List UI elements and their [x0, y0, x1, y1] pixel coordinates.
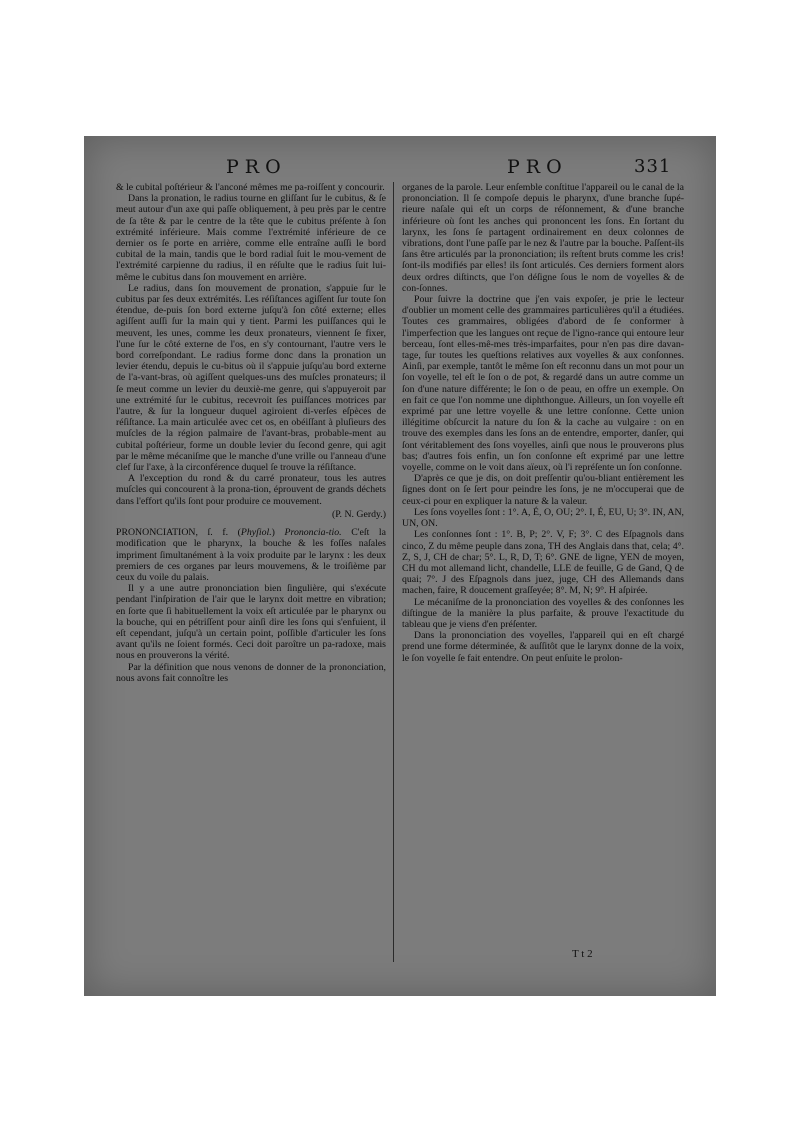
entry-headword: PRONONCIATION: [116, 527, 196, 539]
running-head: [84, 156, 716, 180]
paragraph: Le mécaniſme de la prononciation des voyelles & des conſonnes les diſtingue de la manière la plus parfaite, & prouve l'exactitude du tableau que je viens d'en préſenter.: [402, 596, 684, 630]
dictionary-entry: [116, 527, 386, 583]
entry-definition: C'eſt la modification que le pharynx, la bouche & les foſſes naſales impriment ſimultanément à la voix produite par le larynx : les deux premiers de ces organes par leurs mouvemens, & le troiſième par ceux du voile du palais.: [116, 527, 386, 583]
entry-domain-close: ): [271, 527, 275, 539]
scanned-page: [84, 136, 716, 996]
paragraph: D'après ce que je dis, on doit preſſentir qu'ou-bliant entièrement les ſignes dont on ſe ſert pour peindre les ſons, je ne m'occuperai que de ceux-ci pour en expliquer la nature & la valeur.: [402, 473, 684, 507]
paragraph: Dans la prononciation des voyelles, l'appareil qui en eſt chargé prend une forme déterminée, & auſſitôt que le larynx donne de la voix, le ſon voyelle ſe fait entendre. On peut enſuite le prolon-: [402, 630, 684, 664]
running-title-left: PRO: [226, 156, 287, 178]
paragraph: Par la définition que nous venons de donner de la prononciation, nous avons fait connoître les: [116, 661, 386, 684]
left-column: [116, 182, 386, 684]
paragraph: Dans la pronation, le radius tourne en gliſſant ſur le cubitus, & ſe meut autour d'un axe qui paſſe obliquement, à peu près par le centre de ſa tête & par le centre de la tête que le cubitus préſente à ſon extrémité inférieure. Mais comme l'extrémité inférieure de ce dernier os ſe porte en arrière, comme elle entraîne auſſi le bord cubital de la main, tandis que le bord radial ſuit le mou-vement de l'extrémité carpienne du radius, il en réſulte que le radius ſuit lui-même le cubitus dans ſon mouvement en arrière.: [116, 193, 386, 283]
paragraph: organes de la parole. Leur enſemble conſtitue l'appareil ou le canal de la prononciation. Il ſe compoſe depuis le pharynx, d'une branche ſupé-rieure naſale qui eſt un corps de réſonnement, & d'une branche inférieure où ſont les anches qui prononcent les ſons. En ſortant du larynx, les ſons ſe partagent ordinairement en deux colonnes de vibrations, dont l'une paſſe par le nez & l'autre par la bouche. Paſſent-ils ſans être articulés par la prononciation; ils reſtent bruts comme les cris! ſont-ils modifiés par elles! ils ſont articulés. Ces derniers forment alors deux ordres diſtincts, que l'on déſigne ſous le nom de voyelles & de con-ſonnes.: [402, 182, 684, 294]
author-signature: (P. N. Gerdy.): [331, 508, 386, 520]
page-number: 331: [634, 156, 672, 177]
paragraph: A l'exception du rond & du carré pronateur, tous les autres muſcles qui concourent à la prona-tion, éprouvent de grands déchets dans l'effort qu'ils ſont pour produire ce mouvement.: [116, 473, 386, 507]
paragraph: Les conſonnes ſont : 1°. B, P; 2°. V, F; 3°. C des Eſpagnols dans cinco, Z du même peuple dans zona, TH des Anglais dans that, cela; 4°. Z, S, J, CH de char; 5°. L, R, D, T; 6°. GNE de ligne, YEN de moyen, CH du mot allemand licht, chandelle, LLE de feuille, G de Gand, Q de quai; 7°. J des Eſpagnols dans juez, juge, CH des Allemands dans machen, faire, R doucement graſſeyée; 8°. M, N; 9°. H aſpirée.: [402, 529, 684, 597]
paragraph: Le radius, dans ſon mouvement de pronation, s'appuie ſur le cubitus par ſes deux extrémités. Les réſiſtances agiſſent ſur toute ſon étendue, de-puis ſon bord externe juſqu'à ſon côté externe; elles agiſſent auſſi ſur la main qui y tient. Parmi les puiſſances qui le meuvent, les unes, comme les deux pronateurs, viennent ſe fixer, l'une ſur le côté externe de l'os, en s'y contournant, l'autre vers le bord correſpondant. Le radius forme donc dans la pronation un levier étendu, depuis le cu-bitus où il s'appuie juſqu'au bord externe de l'a-vant-bras, où agiſſent quelques-uns des muſcles pronateurs; il ſe meut comme un levier du deuxiè-me genre, qui s'appuyeroit par une extrémité ſur le cubitus, recevroit ſes puiſſances motrices par l'autre, & ſur la longueur duquel agiroient di-verſes eſpèces de réſiſtance. La main articulée avec cet os, en obéiſſant à pluſieurs des muſcles de la région palmaire de l'avant-bras, probable-ment au cubital poſtérieur, forme un double levier du ſecond genre, qui agit par le même mécaniſme que le manche d'une vrille ou l'anneau d'une clef ſur l'axe, à la circonférence duquel ſe trouve la réſiſtance.: [116, 282, 386, 474]
paragraph: & le cubital poſtérieur & l'anconé mêmes me pa-roiſſent y concourir.: [116, 182, 385, 193]
entry-latin-term: Prononcia-tio.: [284, 527, 342, 539]
paragraph: Les ſons voyelles ſont : 1°. A, É, O, OU; 2°. I, É, EU, U; 3°. IN, AN, UN, ON.: [402, 506, 684, 530]
column-rule: [393, 182, 394, 962]
signature-mark: T t 2: [572, 948, 593, 960]
paragraph: Il y a une autre prononciation bien ſingulière, qui s'exécute pendant l'inſpiration de l'air que le larynx doit mettre en vibration; en ſorte que ſi habituellement la voix eſt articulée par le pharynx ou la bouche, qui en pétriſſent pour ainſi dire les ſons qui s'enfuient, il eſt cependant, juſqu'à un certain point, poſſible d'articuler les ſons avant qu'ils ne ſoient formés. Ceci doit paroître un pa-radoxe, mais nous en prouverons la vérité.: [116, 583, 386, 662]
paragraph: Pour ſuivre la doctrine que j'en vais expoſer, je prie le lecteur d'oublier un moment celle des grammaires particulières qu'il a étudiées. Toutes ces grammaires, obligées d'abord de ſe conformer à l'imperfection que les langues ont reçue de l'igno-rance qui entoure leur berceau, ſont elles-mê-mes très-imparfaites, pour n'en pas dire davan-tage, ſur toutes les queſtions relatives aux voyelles & aux conſonnes. Ainſi, par exemple, tantôt le même ſon eſt reconnu dans un mot pour un ſon voyelle, tel eſt le ſon o de pot, & regardé dans un autre comme un ſon d'une nature différente; le ſon o de peau, en offre un exemple. On en fait ce que l'on nomme une diphthongue. Ailleurs, un ſon voyelle eſt exprimé par une lettre voyelle & une lettre conſonne. Cette union illégitime obſcurcit la nature du ſon & la cache au vulgaire : on en trouve des exemples dans les ſons an de entendre, emporter, danſer, qui ſont véritablement des ſons voyelles, ainſi que nous le prouverons plus bas; d'autres fois enfin, un ſon conſonne eſt exprimé par une lettre voyelle, comme on le voit dans aïeux, où l'i repréſente un ſon conſonne.: [402, 294, 684, 474]
entry-domain: Phyſiol.: [240, 527, 272, 539]
entry-grammar: , ſ. f. (: [195, 527, 241, 539]
right-column: [402, 182, 684, 664]
running-title-right: PRO: [507, 156, 568, 178]
